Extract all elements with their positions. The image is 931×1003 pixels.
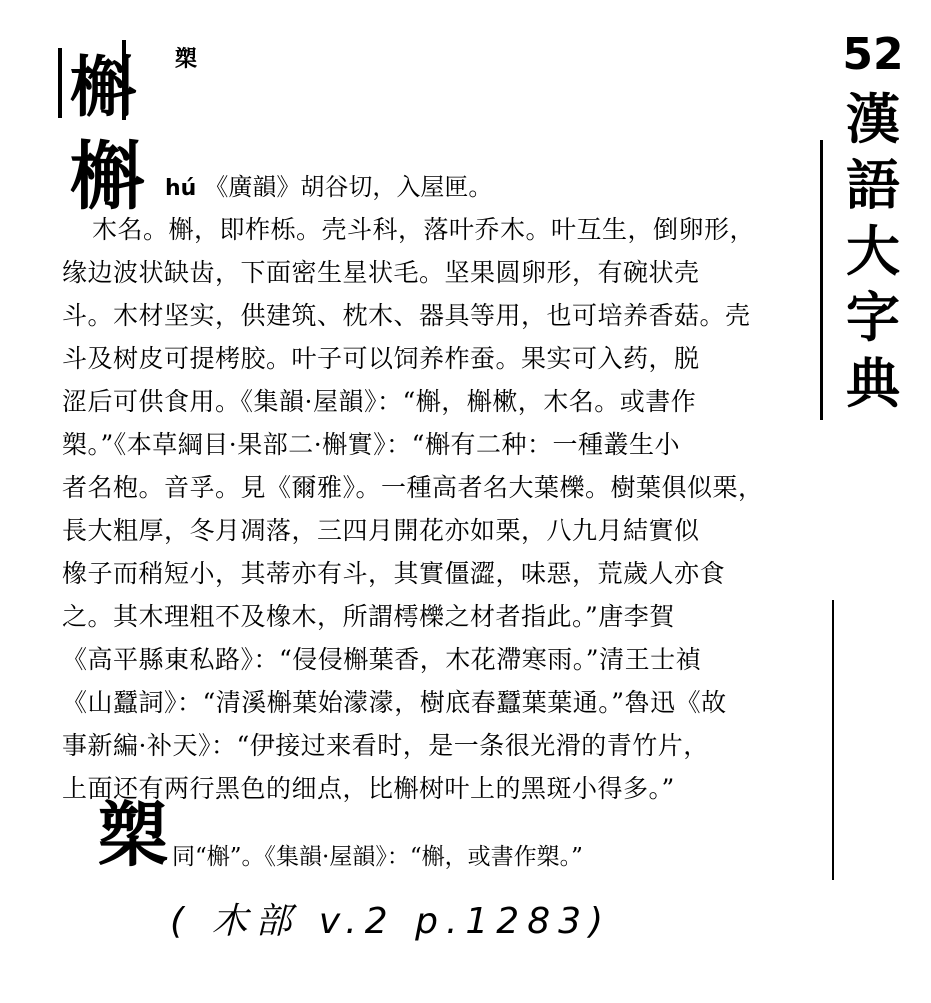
book-spine-label [838, 30, 908, 416]
pinyin: hú [165, 176, 197, 201]
definition-line-3: 斗。木材坚实，供建筑、枕木、器具等用，也可培养香菇。壳 [62, 301, 751, 330]
volume-number: 52 [842, 29, 904, 80]
definition-line-2: 缘边波状缺齿，下面密生星状毛。坚果圆卵形，有碗状壳 [62, 258, 700, 287]
spine-rule-lower [832, 600, 834, 880]
dictionary-title: 漢語大字典 [846, 87, 900, 415]
definition-line-9: 橡子而稍短小，其蒂亦有斗，其實僵澀，味惡，荒歲人亦食 [62, 559, 726, 588]
definition-line-14: 上面还有两行黑色的细点，比槲树叶上的黑斑小得多。” [62, 774, 675, 803]
pronunciation-line [165, 172, 492, 204]
pronunciation-text: 《廣韻》胡谷切，入屋匣。 [204, 173, 493, 201]
definition-line-13: 事新編·补天》：“伊接过来看时，是一条很光滑的青竹片， [62, 731, 709, 760]
handwritten-page-reference: ( 木部 v.2 p.1283) [170, 901, 612, 942]
definition-line-7: 者名枹。音孚。見《爾雅》。一種高者名大葉櫟。樹葉俱似栗， [62, 473, 764, 502]
definition-line-8: 長大粗厚，冬月凋落，三四月開花亦如栗，八九月結實似 [62, 516, 700, 545]
variant-definition: 同“槲”。《集韻·屋韻》：“槲，或書作槊。” [172, 844, 583, 870]
definition-line-4: 斗及树皮可提栲胶。叶子可以饲养柞蚕。果实可入药，脱 [62, 344, 700, 373]
definition-line-1: 木名。槲，即柞栎。壳斗科，落叶乔木。叶互生，倒卵形， [92, 215, 756, 244]
headword-small: 槲 [70, 48, 136, 126]
variant-headword: 槊 [98, 793, 168, 876]
margin-rule-left [58, 48, 62, 118]
definition-line-11: 《高平縣東私路》：“侵侵槲葉香，木花滯寒雨。”清王士禎 [62, 645, 702, 674]
definition-line-5: 涩后可供食用。《集韻·屋韻》：“槲，槲樕，木名。或書作 [62, 387, 697, 416]
headword-variant-small: 槊 [175, 46, 198, 72]
definition-line-12: 《山蠶詞》：“清溪槲葉始濛濛，樹底春蠶葉葉通。”魯迅《故 [62, 688, 727, 717]
spine-rule-upper [820, 140, 823, 420]
definition-line-10: 之。其木理粗不及橡木，所謂樗櫟之材者指此。”唐李賀 [62, 602, 675, 631]
headword-large: 槲 [70, 134, 144, 220]
definition-line-6: 槊。”《本草綱目·果部二·槲實》：“槲有二种：一種叢生小 [62, 430, 680, 459]
